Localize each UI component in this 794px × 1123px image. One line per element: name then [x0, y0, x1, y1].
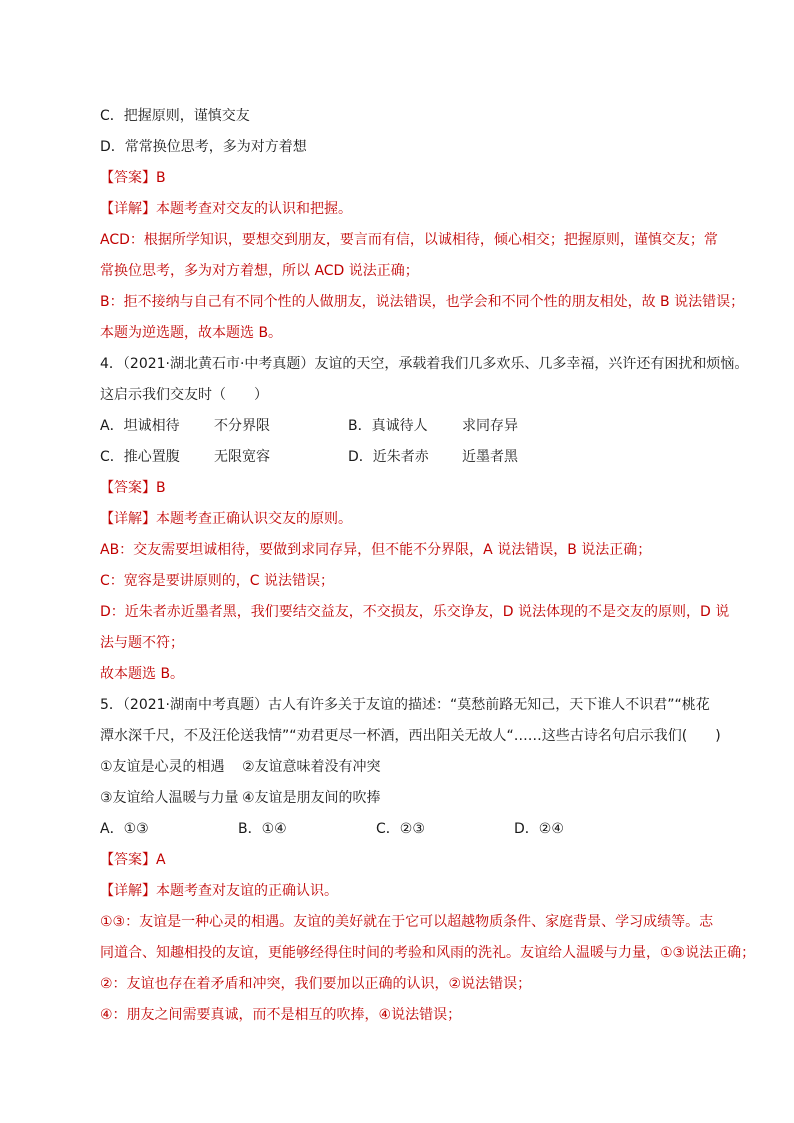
detail-label: 【详解】 [100, 883, 156, 899]
q3-explanation-1a: ACD：根据所学知识，要想交到朋友，要言而有信，以诚相待，倾心相交；把握原则，谨慎交友；常 [100, 232, 718, 248]
q5-items-12 [100, 752, 724, 783]
q5-option-d: D．②④ [514, 821, 564, 837]
q3-option-d: D．常常换位思考，多为对方着想 [100, 139, 307, 155]
q4-explanation-2: C：宽容是要讲原则的，C 说法错误； [100, 573, 335, 589]
q4-options-cd [100, 442, 724, 473]
q4-option-c-1: C．推心置腹 [100, 449, 180, 465]
q4-option-b-2: 求同存异 [462, 418, 518, 434]
answer-value: A [156, 852, 166, 868]
q5-item-4: ④友谊是朋友间的吹捧 [242, 790, 381, 806]
q5-items-34 [100, 783, 724, 814]
q5-options [100, 814, 724, 845]
q5-item-3: ③友谊给人温暖与力量 [100, 790, 239, 806]
answer-label: 【答案】 [100, 480, 156, 496]
q3-explanation-1b: 常换位思考，多为对方着想，所以 ACD 说法正确； [100, 263, 419, 279]
answer-value: B [156, 480, 166, 496]
q4-option-a-1: A．坦诚相待 [100, 418, 180, 434]
q3-conclusion: 本题为逆选题，故本题选 B。 [100, 325, 283, 341]
q5-item-1: ①友谊是心灵的相遇 [100, 759, 225, 775]
document-content [100, 101, 756, 1031]
detail-text: 本题考查正确认识交友的原则。 [156, 511, 352, 527]
q5-stem-b: 潭水深千尺，不及汪伦送我情”“劝君更尽一杯酒，西出阳关无故人“……这些古诗名句启示我们( ) [100, 728, 721, 744]
detail-label: 【详解】 [100, 511, 156, 527]
answer-label: 【答案】 [100, 852, 156, 868]
q3-detail [100, 194, 724, 225]
q4-options-ab [100, 411, 724, 442]
answer-value: B [156, 170, 166, 186]
detail-label: 【详解】 [100, 201, 156, 217]
q4-explanation-3b: 法与题不符； [100, 635, 184, 651]
q4-stem-b: 这启示我们交友时（ ） [100, 387, 268, 403]
q3-explanation-2: B：拒不接纳与自己有不同个性的人做朋友，说法错误，也学会和不同个性的朋友相处，故 B 说法错误； [100, 294, 745, 310]
q5-explanation-2: ②：友谊也存在着矛盾和冲突，我们要加以正确的认识，②说法错误； [100, 976, 532, 992]
q4-answer [100, 473, 724, 504]
q4-detail [100, 504, 724, 535]
q5-stem-a: 5．（2021·湖南中考真题）古人有许多关于友谊的描述：“莫愁前路无知己，天下谁人不识君”“桃花 [100, 697, 710, 713]
detail-text: 本题考查对友谊的正确认识。 [156, 883, 338, 899]
q4-option-d-2: 近墨者黑 [462, 449, 518, 465]
q4-explanation-3a: D：近朱者赤近墨者黑，我们要结交益友，不交损友，乐交诤友，D 说法体现的不是交友的原则，D 说 [100, 604, 730, 620]
q5-option-b: B．①④ [238, 821, 287, 837]
q5-answer [100, 845, 724, 876]
q4-option-c-2: 无限宽容 [214, 449, 270, 465]
q4-option-a-2: 不分界限 [214, 418, 270, 434]
q5-item-2: ②友谊意味着没有冲突 [242, 759, 381, 775]
detail-text: 本题考查对交友的认识和把握。 [156, 201, 352, 217]
q4-explanation-1: AB：交友需要坦诚相待，要做到求同存异，但不能不分界限，A 说法错误，B 说法正确； [100, 542, 652, 558]
q5-explanation-3: ④：朋友之间需要真诚，而不是相互的吹捧，④说法错误； [100, 1007, 462, 1023]
q3-option-c: C．把握原则，谨慎交友 [100, 108, 250, 124]
q4-conclusion: 故本题选 B。 [100, 666, 185, 682]
q4-stem-a: 4．（2021·湖北黄石市·中考真题）友谊的天空，承载着我们几多欢乐、几多幸福，兴许还有困扰和烦恼。 [100, 356, 749, 372]
answer-label: 【答案】 [100, 170, 156, 186]
q5-detail [100, 876, 724, 907]
q5-option-c: C．②③ [376, 821, 425, 837]
q5-option-a: A．①③ [100, 821, 149, 837]
q4-option-d-1: D．近朱者赤 [348, 449, 429, 465]
q5-explanation-1b: 同道合、知趣相投的友谊，更能够经得住时间的考验和风雨的洗礼。友谊给人温暖与力量，①③说法正确； [100, 945, 756, 961]
q5-explanation-1a: ①③：友谊是一种心灵的相遇。友谊的美好就在于它可以超越物质条件、家庭背景、学习成绩等。志 [100, 914, 714, 930]
q3-answer [100, 163, 724, 194]
q4-option-b-1: B．真诚待人 [348, 418, 428, 434]
